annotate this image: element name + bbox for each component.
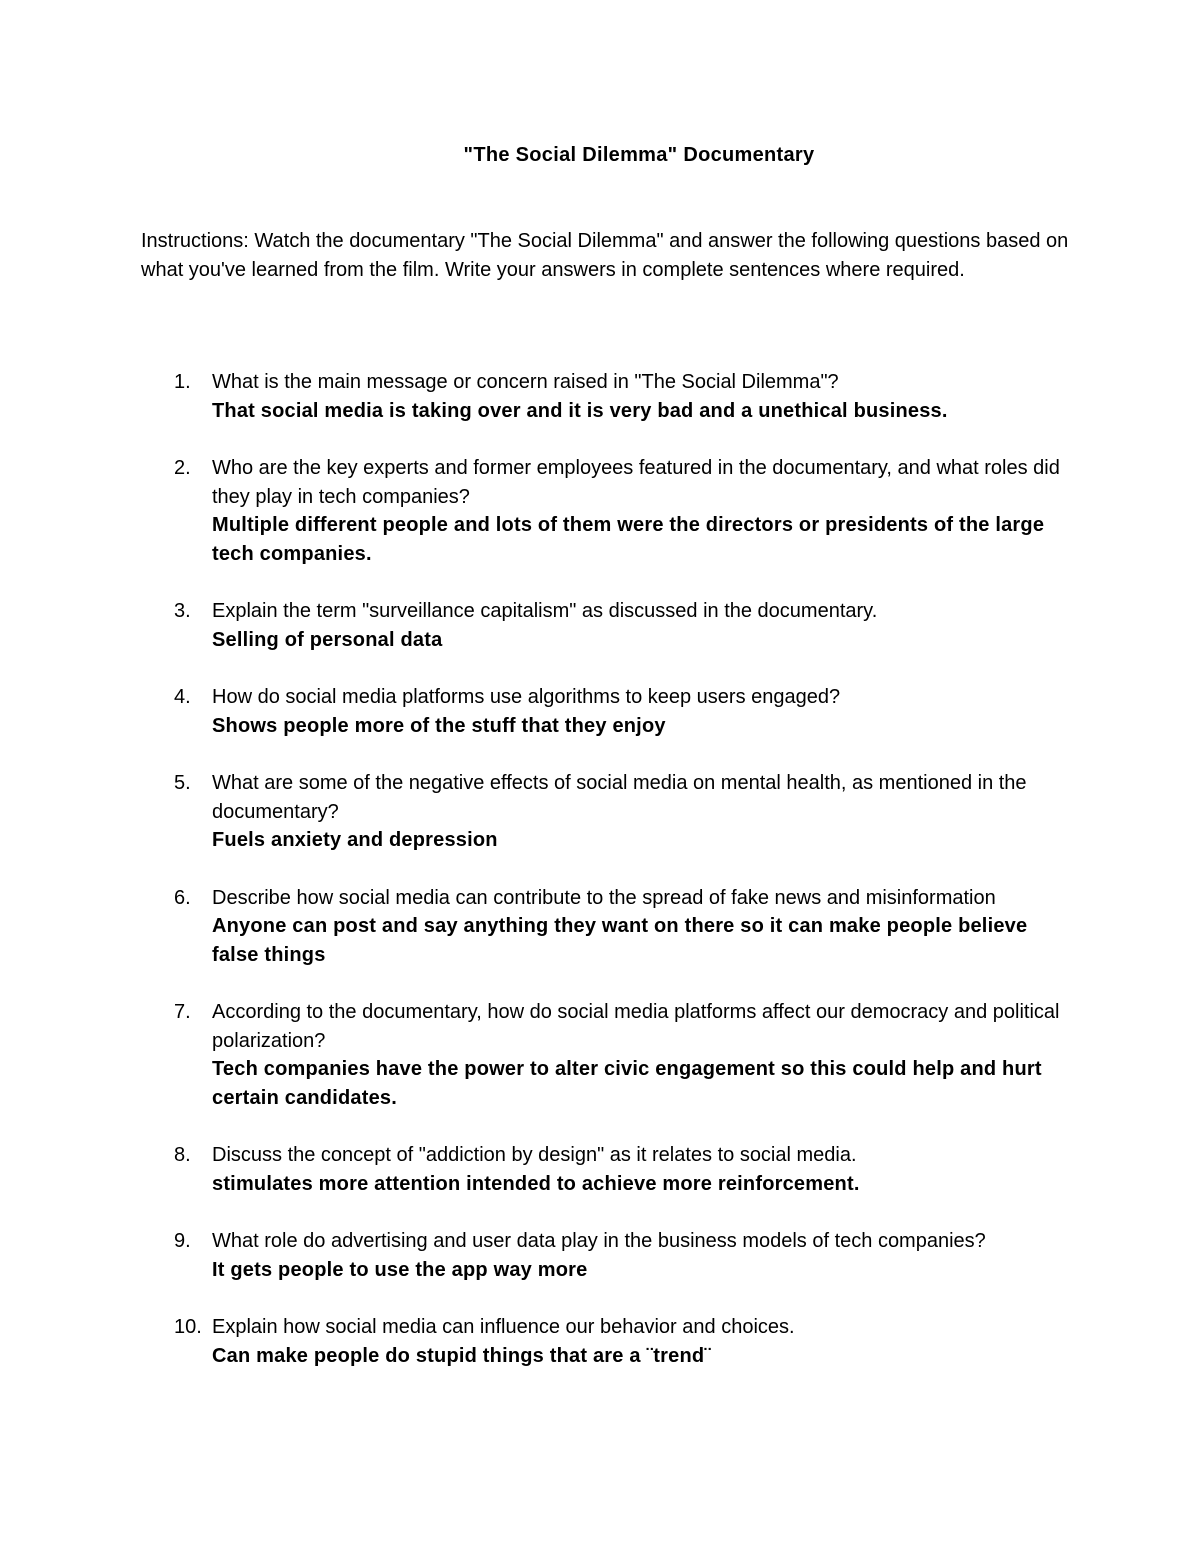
instructions-paragraph: Instructions: Watch the documentary "The Social Dilemma" and answer the following questions based on what you've learned from the film. Write your answers in complete sentences where required.: [141, 230, 1069, 281]
question-text: According to the documentary, how do social media platforms affect our democracy and political polarization?: [212, 1001, 1060, 1052]
answer-text: Anyone can post and say anything they want on there so it can make people believe false things: [212, 915, 1028, 966]
question-text: Who are the key experts and former employees featured in the documentary, and what roles did they play in tech companies?: [212, 457, 1060, 508]
answer-text: stimulates more attention intended to achieve more reinforcement.: [212, 1172, 860, 1195]
answer-text: Multiple different people and lots of them were the directors or presidents of the large tech companies.: [212, 514, 1045, 565]
question-text: What role do advertising and user data play in the business models of tech companies?: [212, 1230, 986, 1252]
question-text: Discuss the concept of "addiction by design" as it relates to social media.: [212, 1144, 857, 1166]
question-item: [0, 1313, 1200, 1370]
question-item: [0, 1141, 1200, 1198]
question-text: Explain how social media can influence our behavior and choices.: [212, 1316, 795, 1338]
question-number: 8.: [174, 1144, 191, 1166]
question-item: [0, 368, 1200, 425]
question-text: How do social media platforms use algorithms to keep users engaged?: [212, 686, 841, 708]
question-number: 2.: [174, 457, 191, 479]
question-text: Explain the term "surveillance capitalism" as discussed in the documentary.: [212, 600, 878, 622]
question-text: What are some of the negative effects of social media on mental health, as mentioned in the documentary?: [212, 772, 1027, 823]
question-item: [0, 1227, 1200, 1284]
question-number: 1.: [174, 371, 191, 393]
question-item: [0, 884, 1200, 970]
question-number: 10.: [174, 1316, 202, 1338]
question-item: [0, 683, 1200, 740]
answer-text: Tech companies have the power to alter civic engagement so this could help and hurt certain candidates.: [212, 1058, 1042, 1109]
question-number: 3.: [174, 600, 191, 622]
answer-text: Shows people more of the stuff that they enjoy: [212, 714, 666, 737]
question-text: Describe how social media can contribute to the spread of fake news and misinformation: [212, 886, 996, 909]
question-text: What is the main message or concern raised in "The Social Dilemma"?: [212, 371, 839, 393]
question-number: 6.: [174, 886, 191, 909]
document-title: "The Social Dilemma" Documentary: [463, 144, 815, 166]
question-list: [0, 368, 1200, 1399]
answer-text: Selling of personal data: [212, 628, 443, 651]
question-item: [0, 454, 1200, 568]
question-item: [0, 769, 1200, 855]
answer-text: It gets people to use the app way more: [212, 1258, 588, 1281]
question-item: [0, 597, 1200, 654]
answer-text: Can make people do stupid things that are a ¨trend¨: [212, 1344, 712, 1367]
question-number: 4.: [174, 686, 191, 708]
question-item: [0, 998, 1200, 1112]
question-number: 7.: [174, 1001, 191, 1023]
question-number: 9.: [174, 1230, 191, 1252]
answer-text: Fuels anxiety and depression: [212, 829, 498, 851]
question-number: 5.: [174, 772, 191, 794]
answer-text: That social media is taking over and it is very bad and a unethical business.: [212, 399, 948, 422]
